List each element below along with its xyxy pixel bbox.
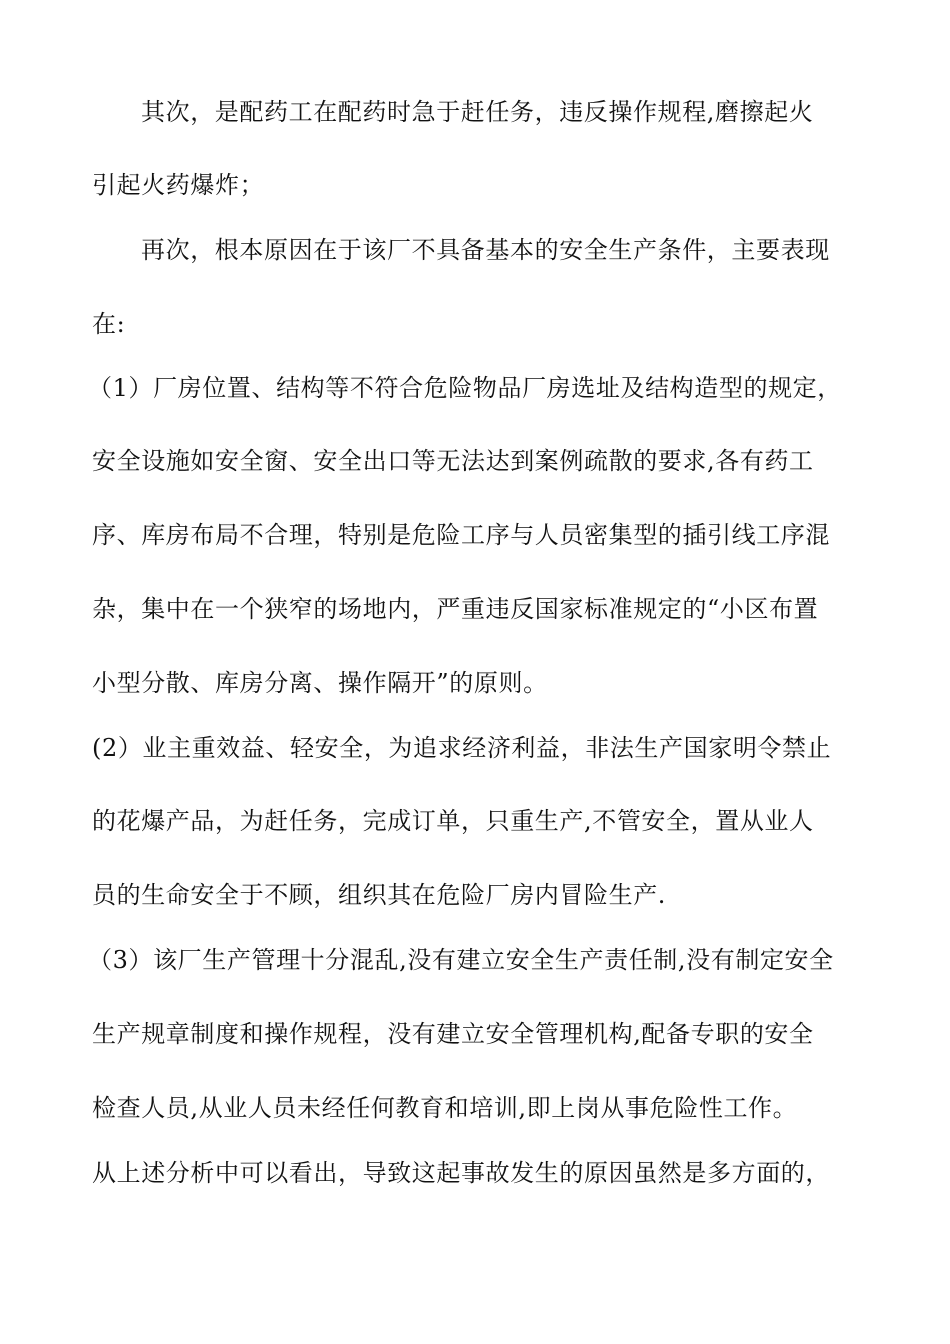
text-line-10: (2）业主重效益、轻安全，为追求经济利益，非法生产国家明令禁止: [92, 734, 832, 762]
text-line-9: 小型分散、库房分离、操作隔开”的原则。: [92, 669, 548, 697]
text-line-16: 从上述分析中可以看出，导致这起事故发生的原因虽然是多方面的，: [92, 1159, 830, 1187]
text-line-8: 杂，集中在一个狭窄的场地内，严重违反国家标准规定的“小区布置: [92, 595, 819, 623]
text-line-4: 在:: [92, 310, 126, 338]
text-line-3: 再次，根本原因在于该厂不具备基本的安全生产条件，主要表现: [141, 236, 830, 264]
text-line-14: 生产规章制度和操作规程，没有建立安全管理机构,配备专职的安全: [92, 1020, 814, 1048]
text-line-2: 引起火药爆炸；: [92, 171, 265, 199]
text-line-11: 的花爆产品，为赶任务，完成订单，只重生产,不管安全，置从业人: [92, 807, 814, 835]
text-line-7: 序、库房布局不合理，特别是危险工序与人员密集型的插引线工序混: [92, 521, 830, 549]
text-line-6: 安全设施如安全窗、安全出口等无法达到案例疏散的要求,各有药工: [92, 447, 814, 475]
text-line-13: （3）该厂生产管理十分混乱,没有建立安全生产责任制,没有制定安全: [88, 946, 834, 974]
text-line-15: 检查人员,从业人员未经任何教育和培训,即上岗从事危险性工作。: [92, 1094, 798, 1122]
text-line-1: 其次，是配药工在配药时急于赶任务，违反操作规程,磨擦起火: [141, 98, 814, 126]
text-line-5: （1）厂房位置、结构等不符合危险物品厂房选址及结构造型的规定，: [88, 374, 842, 402]
text-line-12: 员的生命安全于不顾，组织其在危险厂房内冒险生产.: [92, 881, 667, 909]
